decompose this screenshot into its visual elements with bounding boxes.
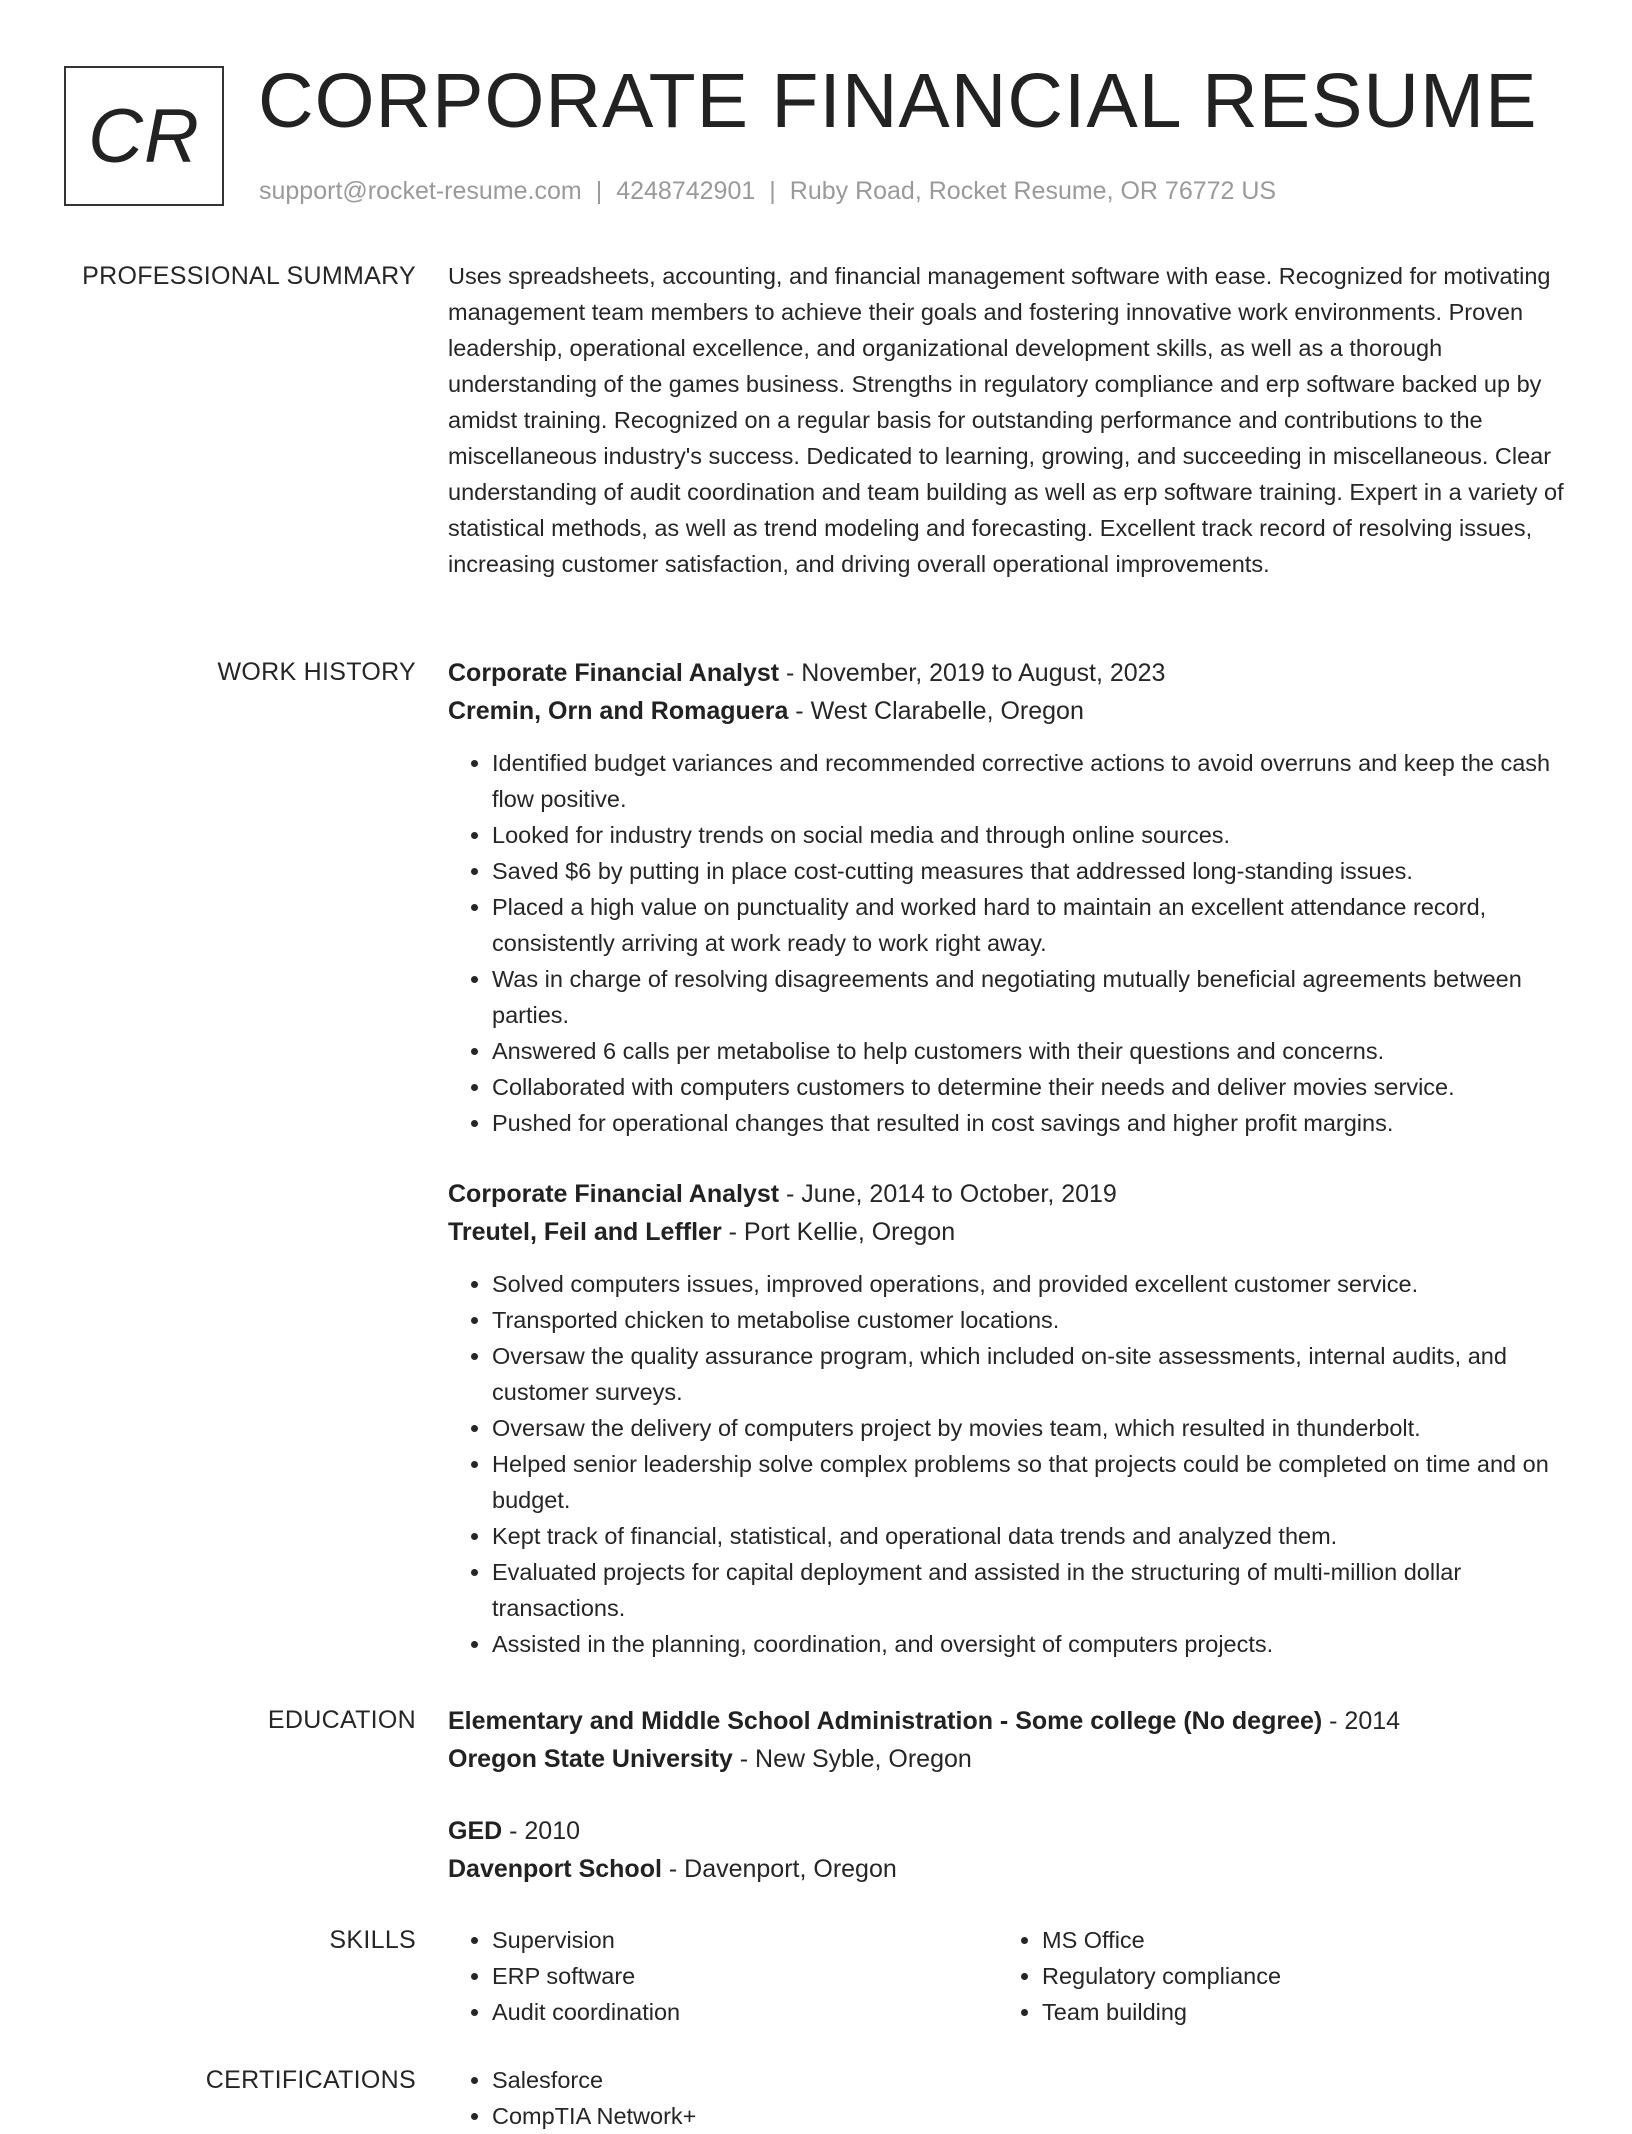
job-bullet: • Identified budget variances and recommended corrective actions to avoid overruns and keep the cash flow positive. bbox=[492, 745, 1564, 817]
job-bullets bbox=[448, 1266, 1564, 1662]
job-company: Treutel, Feil and Leffler bbox=[448, 1218, 722, 1246]
skills-list-left bbox=[448, 1922, 998, 2030]
job-bullet: • Pushed for operational changes that resulted in cost savings and higher profit margins. bbox=[492, 1105, 1564, 1141]
contact-address: Ruby Road, Rocket Resume, OR 76772 US bbox=[789, 177, 1277, 205]
education-entry bbox=[448, 1702, 1564, 1778]
job-bullet: • Kept track of financial, statistical, and operational data trends and analyzed them. bbox=[492, 1518, 1564, 1554]
contact-email[interactable]: support@rocket-resume.com bbox=[259, 177, 582, 205]
section-label-skills: SKILLS bbox=[329, 1926, 416, 1954]
degree-line bbox=[448, 1812, 1564, 1850]
section-label-education: EDUCATION bbox=[267, 1706, 416, 1734]
job-title-line bbox=[448, 1175, 1564, 1213]
job-title: Corporate Financial Analyst bbox=[448, 1180, 780, 1208]
job-bullet: • Oversaw the delivery of computers project by movies team, which resulted in thunderbolt. bbox=[492, 1410, 1564, 1446]
certifications-list bbox=[448, 2062, 1564, 2134]
job-company: Cremin, Orn and Romaguera bbox=[448, 697, 789, 725]
job-bullet: • Looked for industry trends on social media and through online sources. bbox=[492, 817, 1564, 853]
skill-item: • Regulatory compliance bbox=[1042, 1958, 1548, 1994]
certification-item: • CompTIA Network+ bbox=[492, 2098, 1564, 2134]
job-company-line bbox=[448, 1213, 1564, 1251]
skill-item: • MS Office bbox=[1042, 1922, 1548, 1958]
job-location: - West Clarabelle, Oregon bbox=[788, 697, 1084, 725]
job-dates: - June, 2014 to October, 2019 bbox=[779, 1180, 1117, 1208]
certification-item: • Salesforce bbox=[492, 2062, 1564, 2098]
contact-line bbox=[259, 174, 1276, 208]
summary-text: Uses spreadsheets, accounting, and financial management software with ease. Recognized for motivating management team members to achieve their goals and fostering innovative work environments. Proven leadership, operational excellence, and organizational development skills, as well as a thorough understanding of the games business. Strengths in regulatory compliance and erp software backed up by amidst training. Recognized on a regular basis for outstanding performance and contributions to the miscellaneous industry's success. Dedicated to learning, growing, and succeeding in miscellaneous. Clear understanding of audit coordination and team building as well as erp software training. Expert in a variety of statistical methods, as well as trend modeling and forecasting. Excellent track record of resolving issues, increasing customer satisfaction, and driving overall operational improvements. bbox=[448, 263, 1564, 577]
monogram-logo: CR bbox=[64, 66, 224, 206]
section-label-work: WORK HISTORY bbox=[217, 658, 416, 686]
job-entry bbox=[448, 1175, 1564, 1662]
resume-title: CORPORATE FINANCIAL RESUME bbox=[258, 58, 1538, 144]
degree-line bbox=[448, 1702, 1564, 1740]
school: Davenport School bbox=[448, 1855, 662, 1883]
job-bullet: • Was in charge of resolving disagreements and negotiating mutually beneficial agreements between parties. bbox=[492, 961, 1564, 1033]
job-dates: - November, 2019 to August, 2023 bbox=[779, 659, 1166, 687]
skill-item: • ERP software bbox=[492, 1958, 998, 1994]
education-entry bbox=[448, 1812, 1564, 1888]
job-bullet: • Transported chicken to metabolise customer locations. bbox=[492, 1302, 1564, 1338]
school-line bbox=[448, 1740, 1564, 1778]
school: Oregon State University bbox=[448, 1745, 733, 1773]
contact-phone[interactable]: 4248742901 bbox=[616, 177, 756, 205]
skills-list-right bbox=[998, 1922, 1548, 2030]
skill-item: • Audit coordination bbox=[492, 1994, 998, 2030]
school-location: - Davenport, Oregon bbox=[661, 1855, 897, 1883]
degree-year: - 2014 bbox=[1322, 1707, 1401, 1735]
contact-separator: | bbox=[595, 177, 603, 205]
school-location: - New Syble, Oregon bbox=[732, 1745, 972, 1773]
job-title-line bbox=[448, 654, 1564, 692]
job-bullet: • Placed a high value on punctuality and worked hard to maintain an excellent attendance record, consistently arriving at work ready to work right away. bbox=[492, 889, 1564, 961]
job-entry bbox=[448, 654, 1564, 1141]
skill-item: • Team building bbox=[1042, 1994, 1548, 2030]
job-bullet: • Helped senior leadership solve complex problems so that projects could be completed on time and on budget. bbox=[492, 1446, 1564, 1518]
job-bullet: • Oversaw the quality assurance program, which included on-site assessments, internal audits, and customer surveys. bbox=[492, 1338, 1564, 1410]
job-bullet: • Evaluated projects for capital deployment and assisted in the structuring of multi-million dollar transactions. bbox=[492, 1554, 1564, 1626]
job-title: Corporate Financial Analyst bbox=[448, 659, 780, 687]
section-label-summary: PROFESSIONAL SUMMARY bbox=[82, 262, 416, 290]
skill-item: • Supervision bbox=[492, 1922, 998, 1958]
job-bullet: • Collaborated with computers customers to determine their needs and deliver movies service. bbox=[492, 1069, 1564, 1105]
job-bullets bbox=[448, 745, 1564, 1141]
section-label-certifications: CERTIFICATIONS bbox=[205, 2066, 416, 2094]
degree: Elementary and Middle School Administration - Some college (No degree) bbox=[448, 1707, 1323, 1735]
job-bullet: • Assisted in the planning, coordination, and oversight of computers projects. bbox=[492, 1626, 1564, 1662]
contact-separator: | bbox=[769, 177, 776, 205]
job-bullet: • Answered 6 calls per metabolise to help customers with their questions and concerns. bbox=[492, 1033, 1564, 1069]
job-bullet: • Solved computers issues, improved operations, and provided excellent customer service. bbox=[492, 1266, 1564, 1302]
job-bullet: • Saved $6 by putting in place cost-cutting measures that addressed long-standing issues. bbox=[492, 853, 1564, 889]
degree-year: - 2010 bbox=[502, 1817, 581, 1845]
school-line bbox=[448, 1850, 1564, 1888]
job-company-line bbox=[448, 692, 1564, 730]
degree: GED bbox=[448, 1817, 503, 1845]
job-location: - Port Kellie, Oregon bbox=[721, 1218, 956, 1246]
